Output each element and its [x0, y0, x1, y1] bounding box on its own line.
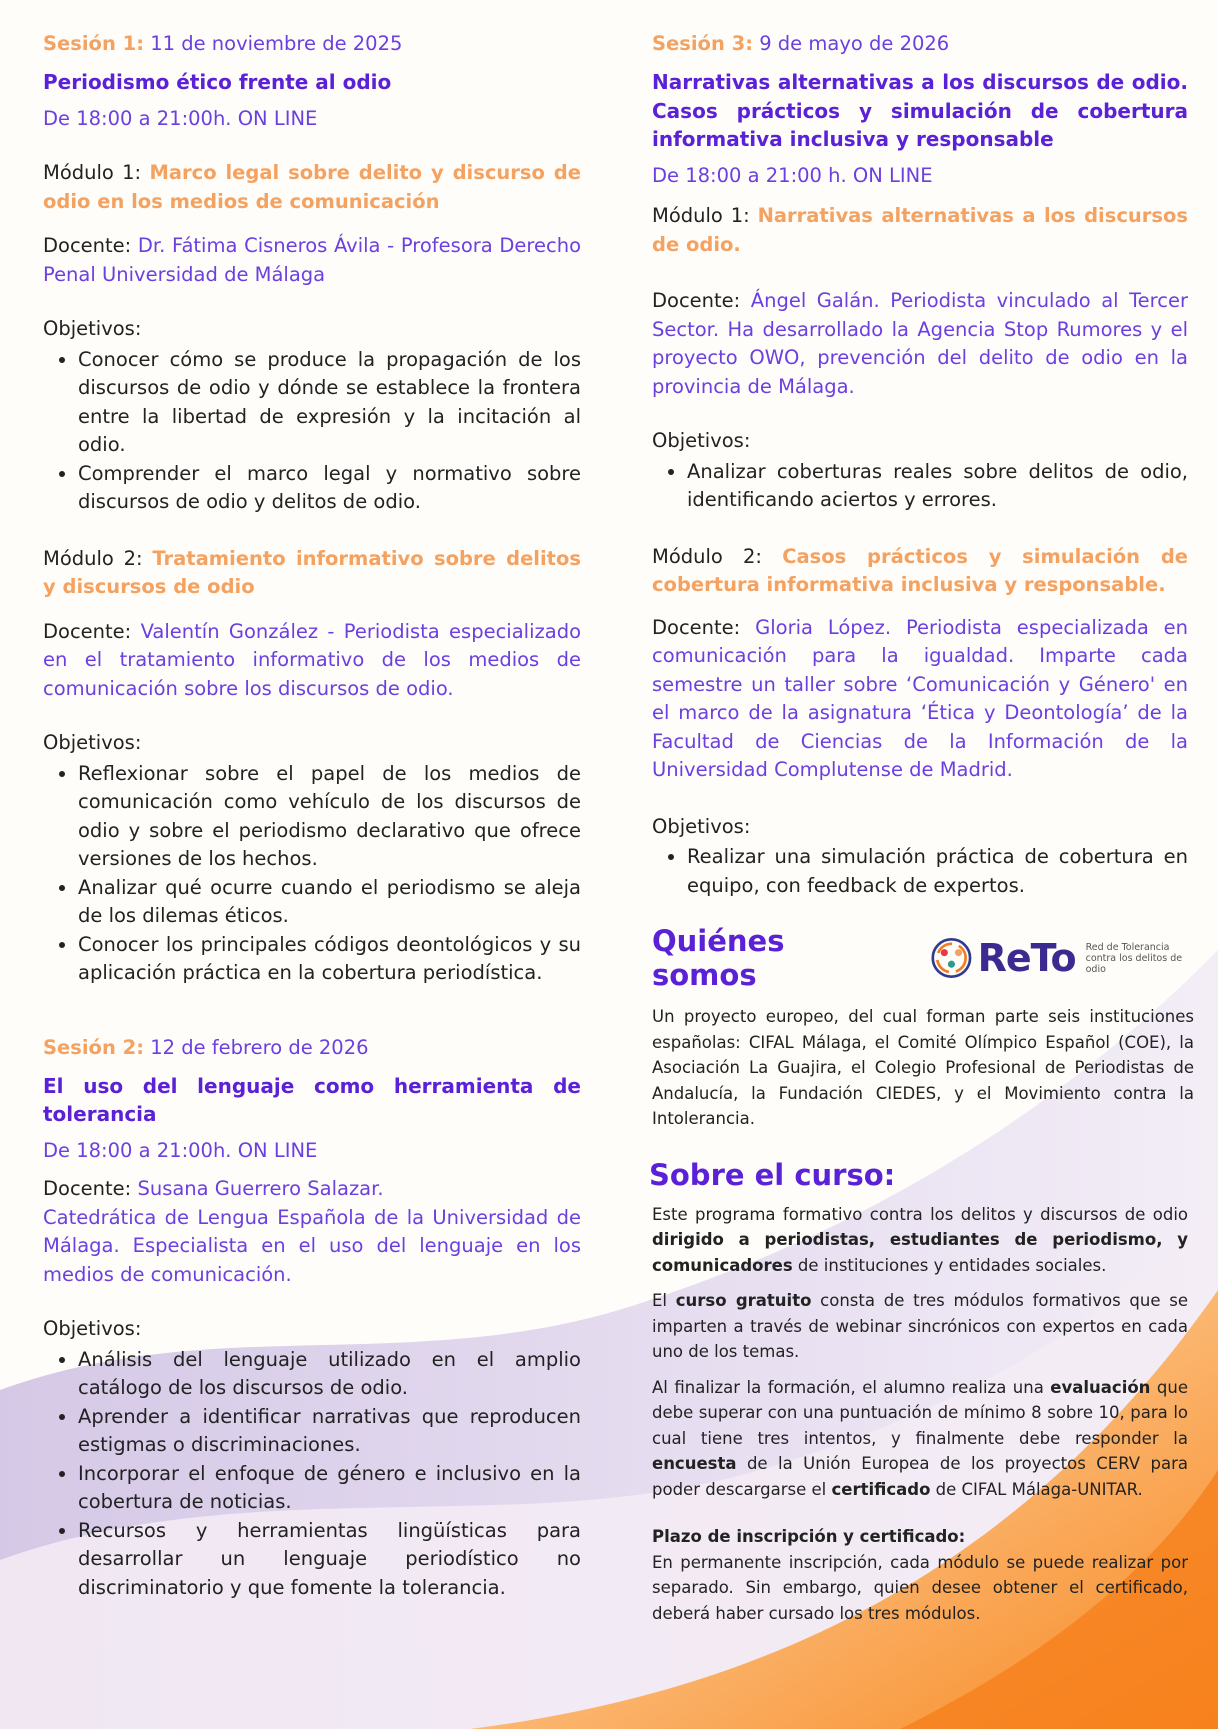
session2-header: Sesión 2: 12 de febrero de 2026	[43, 1035, 369, 1059]
quienes-title: Quiénes somos	[652, 924, 785, 992]
session1-module2-objetivos	[43, 760, 581, 988]
list-item: • Reflexionar sobre el papel de los medios de comunicación como vehículo de los discursos de odio y sobre el periodismo declarativo que ofrece versiones de los hechos.	[78, 760, 581, 874]
sobre-paragraph-3: Al finalizar la formación, el alumno realiza una evaluación que debe superar con una puntuación de mínimo 8 sobre 10, para lo cual tiene tres intentos, y finalmente debe responder la encuesta de la Unión Europea de los proyectos CERV para poder descargarse el certificado de CIFAL Málaga-UNITAR.	[652, 1377, 1188, 1499]
session1-module2-objetivos-label: Objetivos:	[43, 731, 142, 754]
session1-header: Sesión 1: 11 de noviembre de 2025	[43, 32, 403, 55]
session2-docente: Docente: Susana Guerrero Salazar. Catedrática de Lengua Española de la Universidad de Málaga. Especialista en el uso del lenguaje en los medios de comunicación.	[43, 1177, 581, 1286]
session1-module1-objetivos	[43, 346, 581, 517]
plazo-text: En permanente inscripción, cada módulo se puede realizar por separado. Sin embargo, quien desee obtener el certificado, deberá haber cursado los tres módulos.	[652, 1552, 1188, 1623]
session3-module1-objetivos-label: Objetivos:	[652, 429, 751, 452]
session1-module1-docente: Docente: Dr. Fátima Cisneros Ávila - Profesora Derecho Penal Universidad de Málaga	[43, 234, 581, 286]
list-item: • Analizar coberturas reales sobre delitos de odio, identificando aciertos y errores.	[687, 458, 1188, 515]
session1-module2: Módulo 2: Tratamiento informativo sobre delitos y discursos de odio	[43, 546, 582, 598]
list-item: • Recursos y herramientas lingüísticas para desarrollar un lenguaje periodístico no discriminatorio y que fomente la tolerancia.	[78, 1517, 581, 1603]
left-column	[43, 30, 581, 1602]
session1-module1-objetivos-label: Objetivos:	[43, 317, 142, 340]
session2-time: De 18:00 a 21:00h. ON LINE	[43, 1138, 318, 1162]
list-item: • Análisis del lenguaje utilizado en el amplio catálogo de los discursos de odio.	[78, 1346, 581, 1403]
sobre-paragraph-2: El curso gratuito consta de tres módulos formativos que se imparten a través de webinar sincrónicos con expertos en cada uno de los temas.	[652, 1291, 1189, 1361]
session1-module1: Módulo 1: Marco legal sobre delito y discurso de odio en los medios de comunicación	[43, 161, 581, 213]
session1-time: De 18:00 a 21:00h. ON LINE	[43, 106, 318, 130]
session3-module1-docente: Docente: Ángel Galán. Periodista vinculado al Tercer Sector. Ha desarrollado la Agencia Stop Rumores y el proyecto OWO, prevención del delito de odio en la provincia de Málaga.	[652, 289, 1188, 398]
list-item: • Conocer cómo se produce la propagación de los discursos de odio y dónde se establece la frontera entre la libertad de expresión y la incitación al odio.	[78, 346, 581, 460]
session3-header: Sesión 3: 9 de mayo de 2026	[652, 32, 950, 55]
session1-title: Periodismo ético frente al odio	[43, 70, 392, 94]
list-item: • Aprender a identificar narrativas que reproducen estigmas o discriminaciones.	[78, 1403, 581, 1460]
session3-module2: Módulo 2: Casos prácticos y simulación de cobertura informativa inclusiva y responsable.	[652, 544, 1188, 596]
session2-title: El uso del lenguaje como herramienta de tolerancia	[43, 1073, 581, 1126]
session3-module1-objetivos	[652, 458, 1188, 515]
session3-time: De 18:00 a 21:00 h. ON LINE	[652, 163, 933, 187]
reto-logo	[931, 935, 1192, 981]
session3-module2-objetivos	[652, 843, 1188, 900]
right-column	[649, 30, 1194, 1626]
plazo-title: Plazo de inscripción y certificado:	[652, 1527, 966, 1546]
list-item: • Conocer los principales códigos deontológicos y su aplicación práctica en la cobertura periodística.	[78, 931, 581, 988]
list-item: • Comprender el marco legal y normativo sobre discursos de odio y delitos de odio.	[78, 460, 581, 517]
session3-module1: Módulo 1: Narrativas alternativas a los discursos de odio.	[652, 204, 1189, 256]
reto-logo-subtitle: Red de Tolerancia contra los delitos de odio	[1085, 941, 1183, 975]
reto-logo-text: ReTo	[977, 936, 1076, 980]
quienes-header	[652, 924, 1192, 992]
list-item: • Realizar una simulación práctica de cobertura en equipo, con feedback de expertos.	[687, 843, 1188, 900]
session2-objetivos-label: Objetivos:	[43, 1317, 142, 1340]
reto-logo-icon	[931, 935, 972, 981]
session2-objetivos	[43, 1346, 581, 1603]
session3-module2-docente: Docente: Gloria López. Periodista especializada en comunicación para la igualdad. Imparte cada semestre un taller sobre ‘Comunicación y Género' en el marco de la asignatura ‘Ética y Deontología’ de la Facultad de Ciencias de la Información de la Universidad Complutense de Madrid.	[652, 615, 1188, 781]
list-item: • Analizar qué ocurre cuando el periodismo se aleja de los dilemas éticos.	[78, 874, 581, 931]
session3-module2-objetivos-label: Objetivos:	[652, 814, 751, 838]
quienes-text: Un proyecto europeo, del cual forman parte seis instituciones españolas: CIFAL Málaga, el Comité Olímpico Español (COE), la Asociación La Guajira, el Colegio Profesional de Periodistas de Andalucía, la Fundación CIEDES, y el Movimiento contra la Intolerancia.	[652, 1007, 1194, 1128]
session1-module2-docente: Docente: Valentín González - Periodista especializado en el tratamiento informativo de los medios de comunicación sobre los discursos de odio.	[43, 619, 582, 700]
list-item: • Incorporar el enfoque de género e inclusivo en la cobertura de noticias.	[78, 1460, 581, 1517]
sobre-paragraph-1: Este programa formativo contra los delitos y discursos de odio dirigido a periodistas, estudiantes de periodismo, y comunicadores de instituciones y entidades sociales.	[652, 1204, 1188, 1275]
sobre-title: Sobre el curso:	[649, 1157, 896, 1192]
session3-title: Narrativas alternativas a los discursos de odio. Casos prácticos y simulación de cobertura informativa inclusiva y responsable	[652, 70, 1188, 151]
